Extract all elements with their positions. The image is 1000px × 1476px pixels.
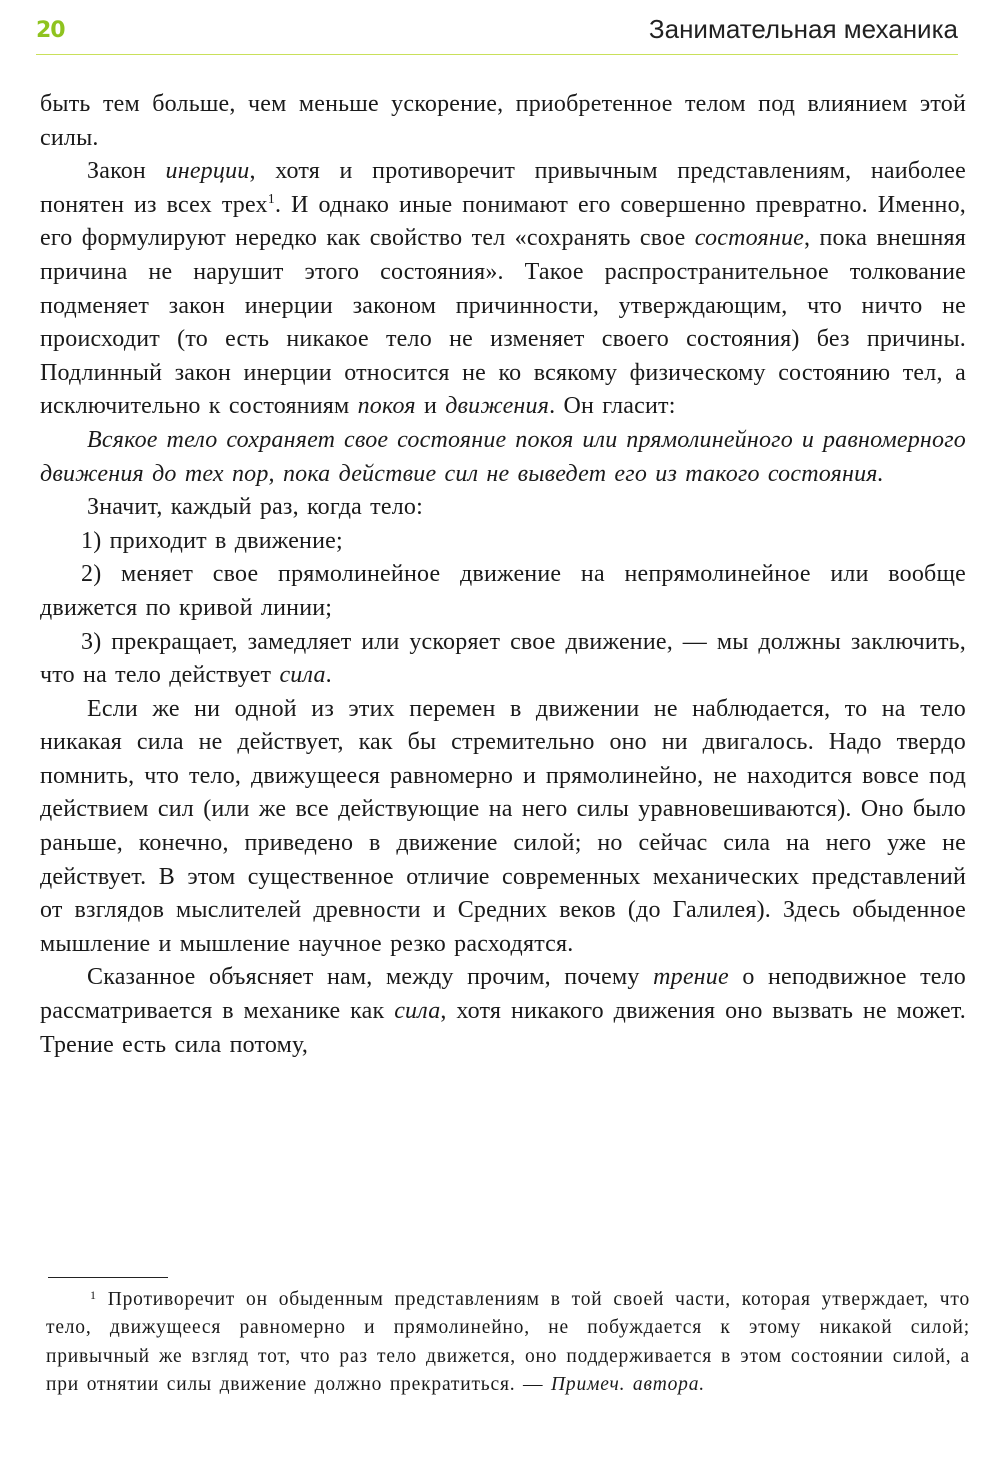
emphasis-state: состояние: [694, 225, 805, 252]
text-run: . Он гласит:: [549, 393, 676, 420]
law-statement: Всякое тело сохраняет свое состояние покоя или прямолинейного и равномерного движения до тех пор, пока действие сил не выведет его из такого состояния.: [40, 426, 966, 487]
paragraph-friction: [40, 961, 966, 1062]
emphasis-rest: покоя: [357, 393, 416, 420]
paragraph-no-change: Если же ни одной из этих перемен в движении не наблюдается, то на тело никакая сила не действует, как бы стремительно оно ни двигалось. Надо твердо помнить, что тело, движущееся равномерно и прямолинейно, не находится вовсе под действием сил (или же все действующие на него силы уравновешиваются). Оно было раньше, конечно, приведено в движение силой; но сейчас сила на него уже не действует. В этом существенное отличие современных механических представлений от взглядов мыслителей древности и Средних веков (до Галилея). Здесь обыденное мышление и мышление научное резко расходятся.: [40, 695, 966, 957]
main-text: [40, 88, 966, 1062]
text-run: , хотя никакого движения оно вызвать не может. Трение есть сила потому,: [40, 998, 966, 1058]
footnote: [46, 1286, 970, 1400]
text-run: 3) прекращает, замедляет или ускоряет свое движение, — мы должны заключить, что на тело действует: [40, 628, 966, 689]
text-run: , пока внешняя причина не нарушит этого состояния». Такое распространительное толкование подменяет закон инерции законом причинности, утверждающим, что ничто не происходит (то есть никакое тело не изменяет своего состояния) без причины. Подлинный закон инерции относится не ко всякому физическому состоянию тел, а исключительно к состояниям: [40, 225, 966, 420]
emphasis-motion: движения: [445, 393, 550, 420]
paragraph-list-intro: Значит, каждый раз, когда тело:: [87, 494, 423, 521]
list-item-3: [40, 626, 966, 693]
page-number: 20: [36, 18, 65, 43]
page-header: [36, 10, 958, 55]
emphasis-force: сила: [279, 662, 326, 689]
paragraph-law-of-inertia-intro: [40, 155, 966, 424]
footnote-attribution: Примеч. автора.: [551, 1374, 705, 1396]
footnote-text: Противоречит он обыденным представлениям в той своей части, которая утверждает, что тело, движущееся равномерно и прямолинейно, не побуждается к этому никакой силой; привычный же взгляд тот, что раз тело движется, оно поддерживается в этом состоянии силой, а при отнятии силы движение должно прекратиться. —: [46, 1289, 970, 1396]
footnote-mark: 1: [90, 1288, 97, 1302]
footnote-reference: 1: [267, 191, 275, 207]
text-run: и: [415, 393, 446, 420]
text-run: о неподвижное тело рассматривается в механике как: [40, 964, 966, 1025]
emphasis-force: сила: [394, 998, 441, 1025]
emphasis-friction: трение: [653, 964, 729, 991]
paragraph-continuation: быть тем больше, чем меньше ускорение, приобретенное телом под влиянием этой силы.: [40, 91, 966, 151]
text-run: Закон: [87, 158, 166, 185]
running-title: Занимательная механика: [648, 14, 958, 44]
text-run: Сказанное объясняет нам, между прочим, почему: [87, 964, 654, 991]
text-run: , хотя и противоречит привычным представлениям, наиболее понятен из всех трех: [40, 158, 966, 218]
text-run: . И однако иные понимают его совершенно превратно. Именно, его формулируют нередко как свойство тел «сохранять свое: [40, 191, 966, 252]
list-item-1: 1) приходит в движение;: [81, 527, 343, 554]
emphasis-inertia: инерции: [165, 158, 250, 185]
list-item-2: 2) меняет свое прямолинейное движение на непрямолинейное или вообще движется по кривой линии;: [40, 561, 966, 621]
text-run: .: [325, 662, 332, 689]
footnote-separator: [48, 1277, 168, 1278]
